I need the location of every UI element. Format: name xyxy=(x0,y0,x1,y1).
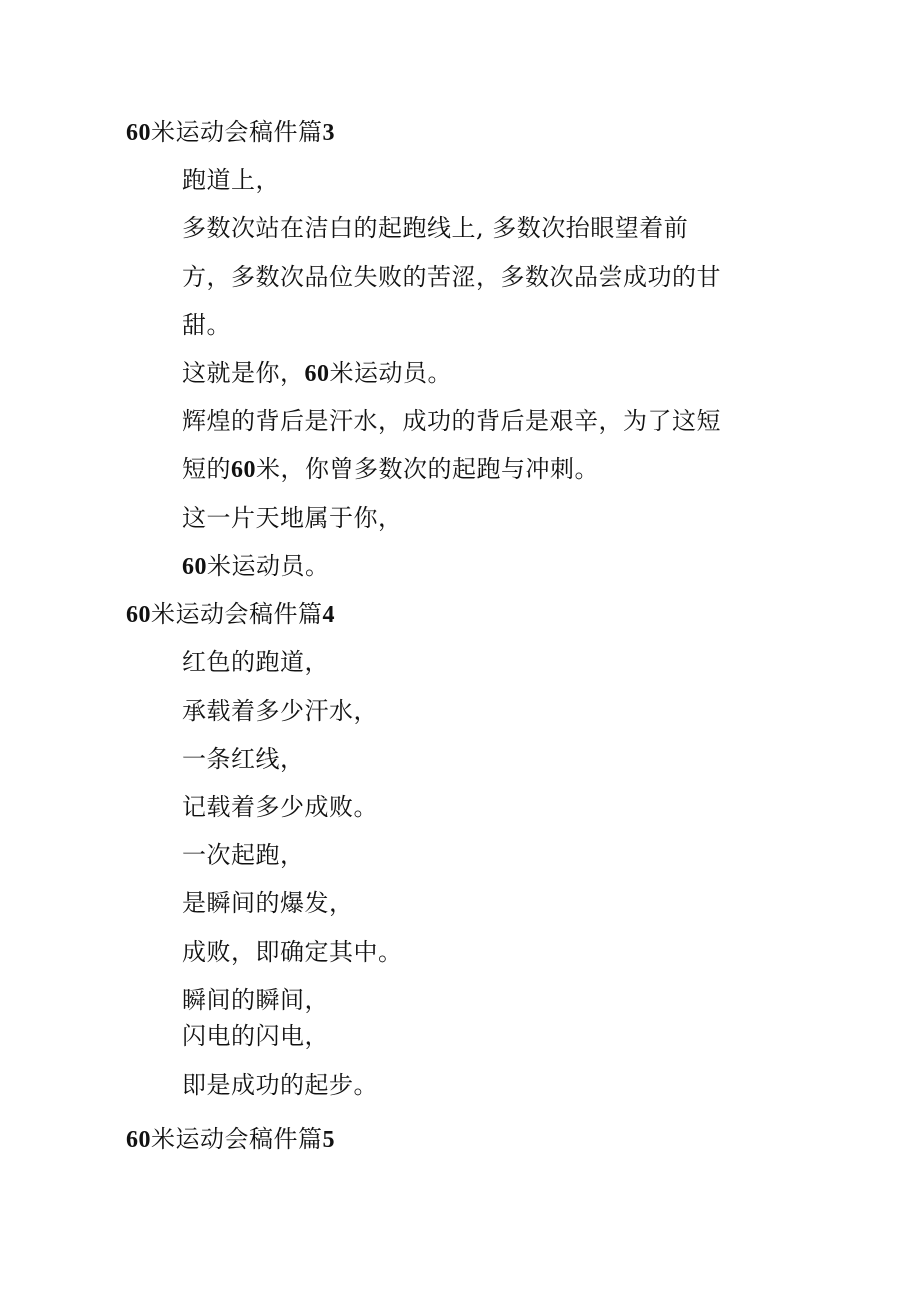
heading-index: 4 xyxy=(322,602,335,628)
heading-number: 60 xyxy=(126,120,151,146)
paragraph-line: 一条红线， xyxy=(182,745,305,773)
heading-index: 3 xyxy=(322,120,335,146)
paragraph-line: 承载着多少汗水， xyxy=(182,697,378,725)
number-segment: 60 xyxy=(304,361,330,387)
heading-text: 米运动会稿件篇 xyxy=(151,118,323,146)
heading-text: 米运动会稿件篇 xyxy=(151,1125,323,1153)
paragraph-line: 跑道上， xyxy=(182,166,280,194)
paragraph-line: 即是成功的起步。 xyxy=(182,1071,378,1099)
heading-text: 米运动会稿件篇 xyxy=(151,600,323,628)
paragraph-line: 多数次站在洁白的起跑线上, 多数次抬眼望着前 xyxy=(182,214,689,242)
text-segment: 短的 xyxy=(182,455,231,483)
heading-index: 5 xyxy=(322,1127,335,1153)
paragraph-line: 这一片天地属于你， xyxy=(182,504,403,532)
section-heading-5 xyxy=(126,1123,335,1156)
number-segment: 60 xyxy=(231,457,256,483)
heading-number: 60 xyxy=(126,1127,151,1153)
section-heading-3 xyxy=(126,116,335,149)
paragraph-line xyxy=(182,357,452,390)
paragraph-line xyxy=(182,453,599,486)
paragraph-line: 成败，即确定其中。 xyxy=(182,938,403,966)
paragraph-line: 闪电的闪电， xyxy=(182,1022,329,1050)
text-segment: 这就是你， xyxy=(182,359,305,387)
text-segment: 米运动员。 xyxy=(207,552,330,580)
text-segment: 米运动员。 xyxy=(329,359,452,387)
paragraph-line xyxy=(182,550,330,583)
paragraph-line: 一次起跑， xyxy=(182,841,305,869)
paragraph-line: 甜。 xyxy=(182,311,231,339)
paragraph-line: 瞬间的瞬间， xyxy=(182,986,329,1014)
paragraph-line: 辉煌的背后是汗水，成功的背后是艰辛，为了这短 xyxy=(182,407,721,435)
heading-number: 60 xyxy=(126,602,151,628)
paragraph-line: 红色的跑道， xyxy=(182,648,329,676)
section-heading-4 xyxy=(126,598,335,631)
paragraph-line: 记载着多少成败。 xyxy=(182,793,378,821)
number-segment: 60 xyxy=(182,554,207,580)
text-segment: 米，你曾多数次的起跑与冲刺。 xyxy=(256,455,599,483)
paragraph-line: 方，多数次品位失败的苦涩，多数次品尝成功的甘 xyxy=(182,263,721,291)
paragraph-line: 是瞬间的爆发， xyxy=(182,889,354,917)
